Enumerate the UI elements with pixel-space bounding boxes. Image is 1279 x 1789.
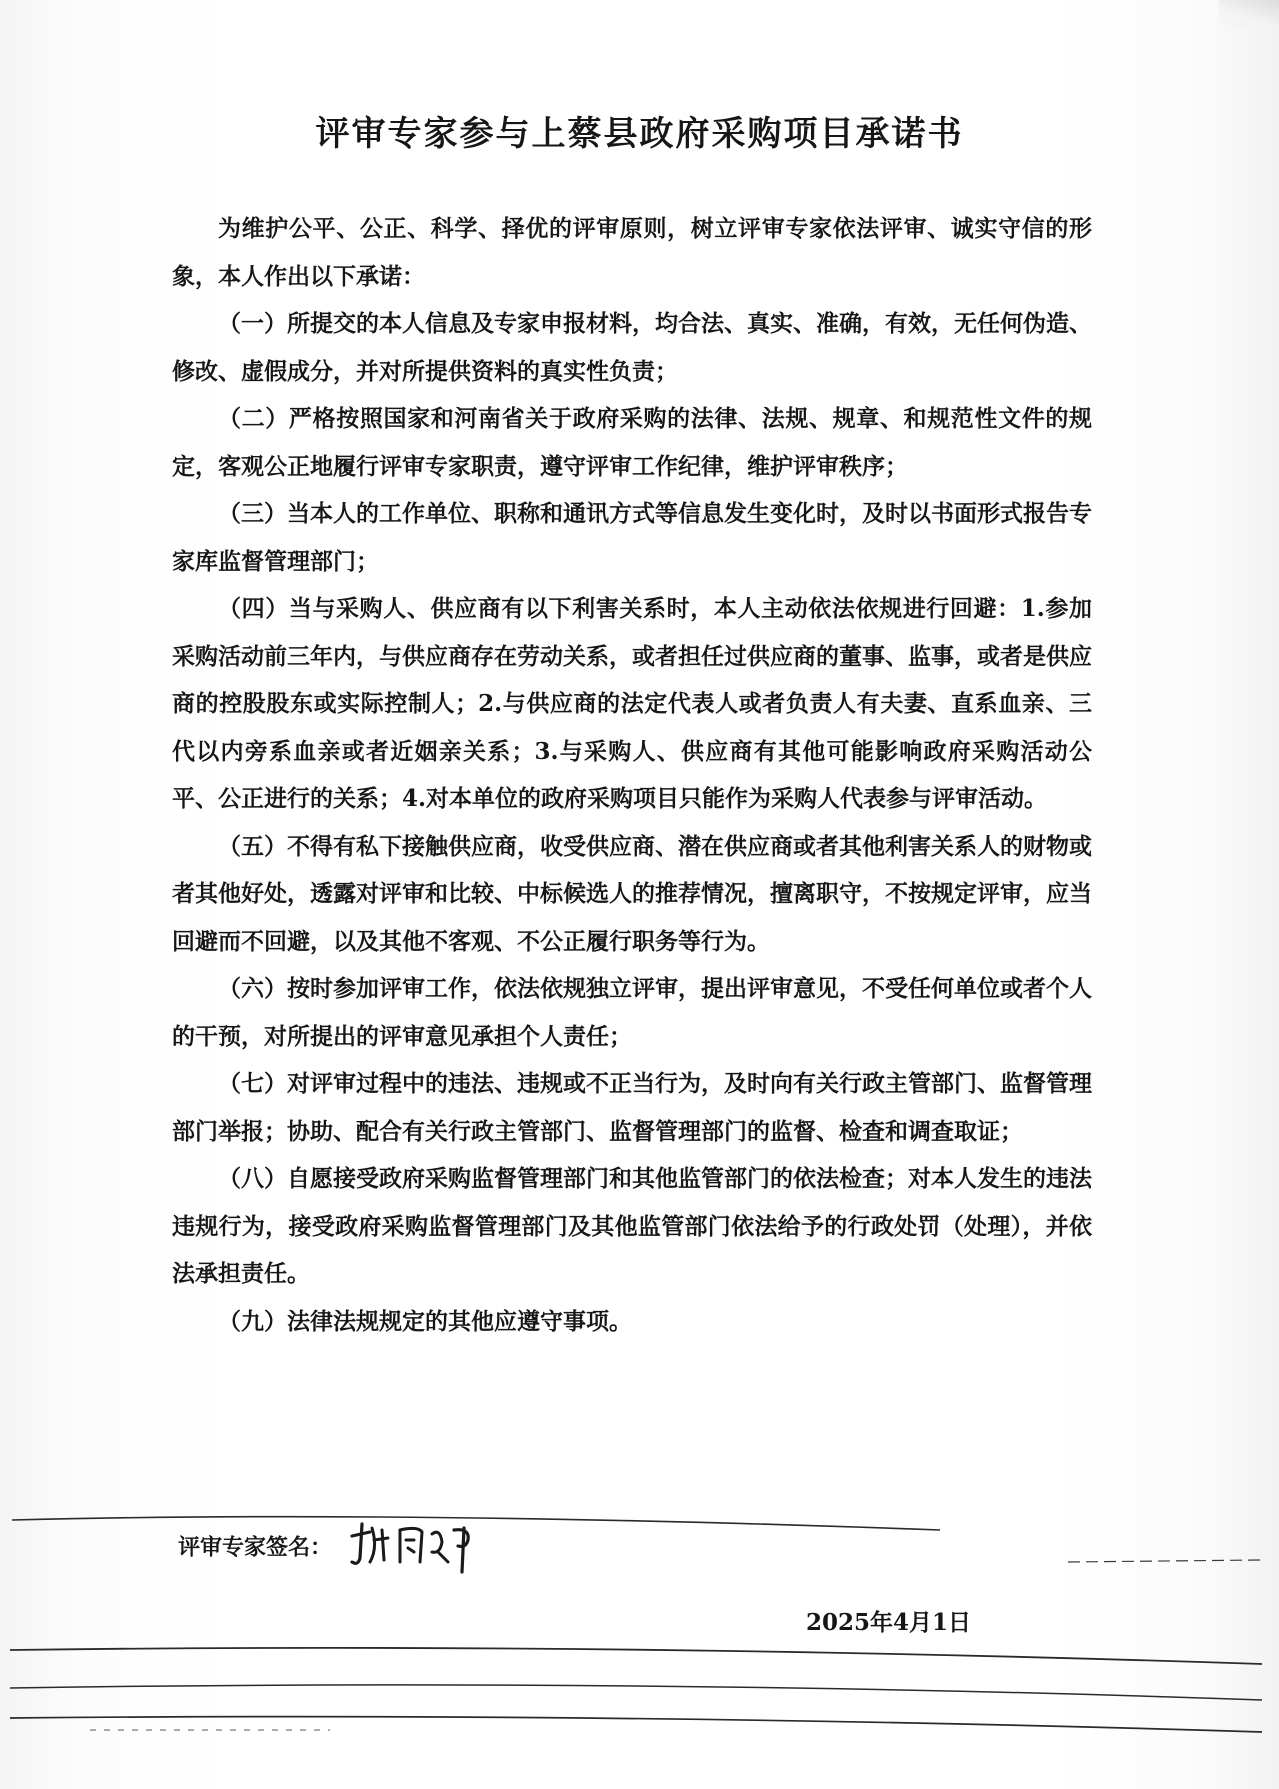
pledge-item-1: （一）所提交的本人信息及专家申报材料，均合法、真实、准确，有效，无任何伪造、修改、虚假成分，并对所提供资料的真实性负责； — [172, 310, 1092, 385]
signature-label: 评审专家签名： — [178, 1534, 333, 1561]
pledge-item-3: （三）当本人的工作单位、职称和通讯方式等信息发生变化时，及时以书面形式报告专家库监督管理部门； — [172, 500, 1092, 575]
pledge-item-4: （四）当与采购人、供应商有以下利害关系时，本人主动依法依规进行回避：1.参加采购活动前三年内，与供应商存在劳动关系，或者担任过供应商的董事、监事，或者是供应商的控股股东或实际控制人；2.与供应商的法定代表人或者负责人有夫妻、直系血亲、三代以内旁系血亲或者近姻亲关系；3.与采购人、供应商有其他可能影响政府采购活动公平、公正进行的关系；4.对本单位的政府采购项目只能作为采购人代表参与评审活动。 — [172, 595, 1092, 812]
intro-paragraph: 为维护公平、公正、科学、择优的评审原则，树立评审专家依法评审、诚实守信的形象，本人作出以下承诺： — [172, 215, 1092, 290]
pledge-item-7: （七）对评审过程中的违法、违规或不正当行为，及时向有关行政主管部门、监督管理部门举报；协助、配合有关行政主管部门、监督管理部门的监督、检查和调查取证； — [172, 1070, 1092, 1145]
handwritten-signature-icon — [344, 1518, 494, 1574]
pledge-item-8: （八）自愿接受政府采购监督管理部门和其他监管部门的依法检查；对本人发生的违法违规行为，接受政府采购监督管理部门及其他监管部门依法给予的行政处罚（处理），并依法承担责任。 — [172, 1165, 1092, 1287]
pledge-item-9: （九）法律法规规定的其他应遵守事项。 — [218, 1307, 632, 1335]
document-title: 评审专家参与上蔡县政府采购项目承诺书 — [315, 114, 964, 154]
pledge-item-5: （五）不得有私下接触供应商，收受供应商、潜在供应商或者其他利害关系人的财物或者其他好处，透露对评审和比较、中标候选人的推荐情况，擅离职守，不按规定评审，应当回避而不回避，以及其他不客观、不公正履行职务等行为。 — [172, 832, 1092, 955]
signing-date: 2025年4月1日 — [806, 1609, 972, 1636]
pledge-item-6: （六）按时参加评审工作，依法依规独立评审，提出评审意见，不受任何单位或者个人的干预，对所提出的评审意见承担个人责任； — [172, 975, 1092, 1050]
pledge-item-2: （二）严格按照国家和河南省关于政府采购的法律、法规、规章、和规范性文件的规定，客观公正地履行评审专家职责，遵守评审工作纪律，维护评审秩序； — [172, 405, 1092, 480]
signature-row — [178, 1518, 494, 1574]
